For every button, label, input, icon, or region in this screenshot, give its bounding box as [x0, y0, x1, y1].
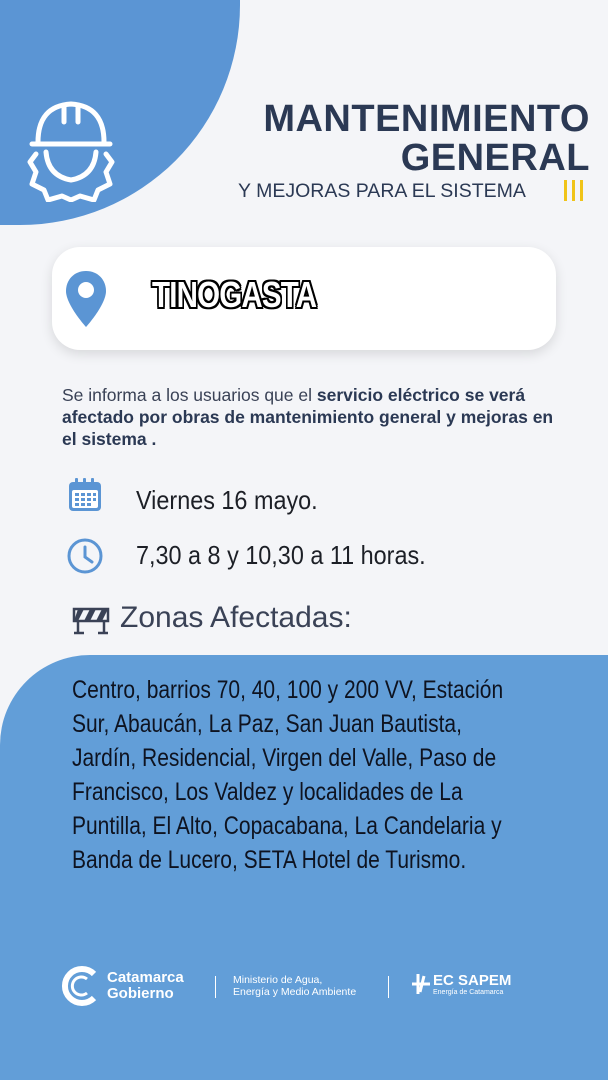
- footer-divider: [215, 976, 216, 998]
- calendar-icon: [66, 476, 104, 514]
- ec-sapem-sub: Energía de Catamarca: [433, 989, 504, 996]
- location-name: TINOGASTA: [152, 274, 317, 315]
- subtitle: Y MEJORAS PARA EL SISTEMA: [238, 180, 526, 202]
- gov-logo-line2: Gobierno: [107, 985, 174, 1002]
- location-pin-icon: [64, 269, 108, 329]
- ec-sapem-name: EC SAPEM: [433, 972, 512, 989]
- title-line-1: MANTENIMIENTO: [263, 98, 590, 140]
- time-text: 7,30 a 8 y 10,30 a 11 horas.: [136, 540, 426, 570]
- accent-bars: [564, 180, 583, 201]
- title-line-2: GENERAL: [400, 137, 590, 179]
- zones-list-text: Centro, barrios 70, 40, 100 y 200 VV, Estación Sur, Abaucán, La Paz, San Juan Bautista, Jardín, Residencial, Virgen del Valle, Paso de Francisco, Los Valdez y localidades de La Puntilla, El Alto, Copacabana, La Candelaria y Banda de Lucero, SETA Hotel de Turismo.: [72, 676, 504, 874]
- ec-sapem-mark-icon: [410, 972, 432, 996]
- date-text: Viernes 16 mayo.: [136, 485, 318, 515]
- ministry-line1: Ministerio de Agua,: [233, 974, 323, 986]
- engineer-gear-icon: [26, 92, 116, 202]
- barrier-icon: [72, 605, 110, 635]
- gov-logo-text: [107, 970, 217, 1002]
- ministry-text: [233, 974, 383, 998]
- footer-divider: [388, 976, 389, 998]
- intro-plain: Se informa a los usuarios que el: [62, 385, 317, 405]
- ministry-line2: Energía y Medio Ambiente: [233, 986, 357, 998]
- intro-bold: servicio eléctrico se verá afectado por obras de mantenimiento general y mejoras en el sistema .: [62, 385, 554, 449]
- gov-logo-line1: Catamarca: [107, 969, 184, 986]
- intro-text: [62, 384, 562, 450]
- clock-icon: [66, 537, 104, 575]
- catamarca-logo-icon: [60, 964, 100, 1008]
- location-card: [52, 247, 556, 350]
- zones-title: Zonas Afectadas:: [120, 601, 352, 634]
